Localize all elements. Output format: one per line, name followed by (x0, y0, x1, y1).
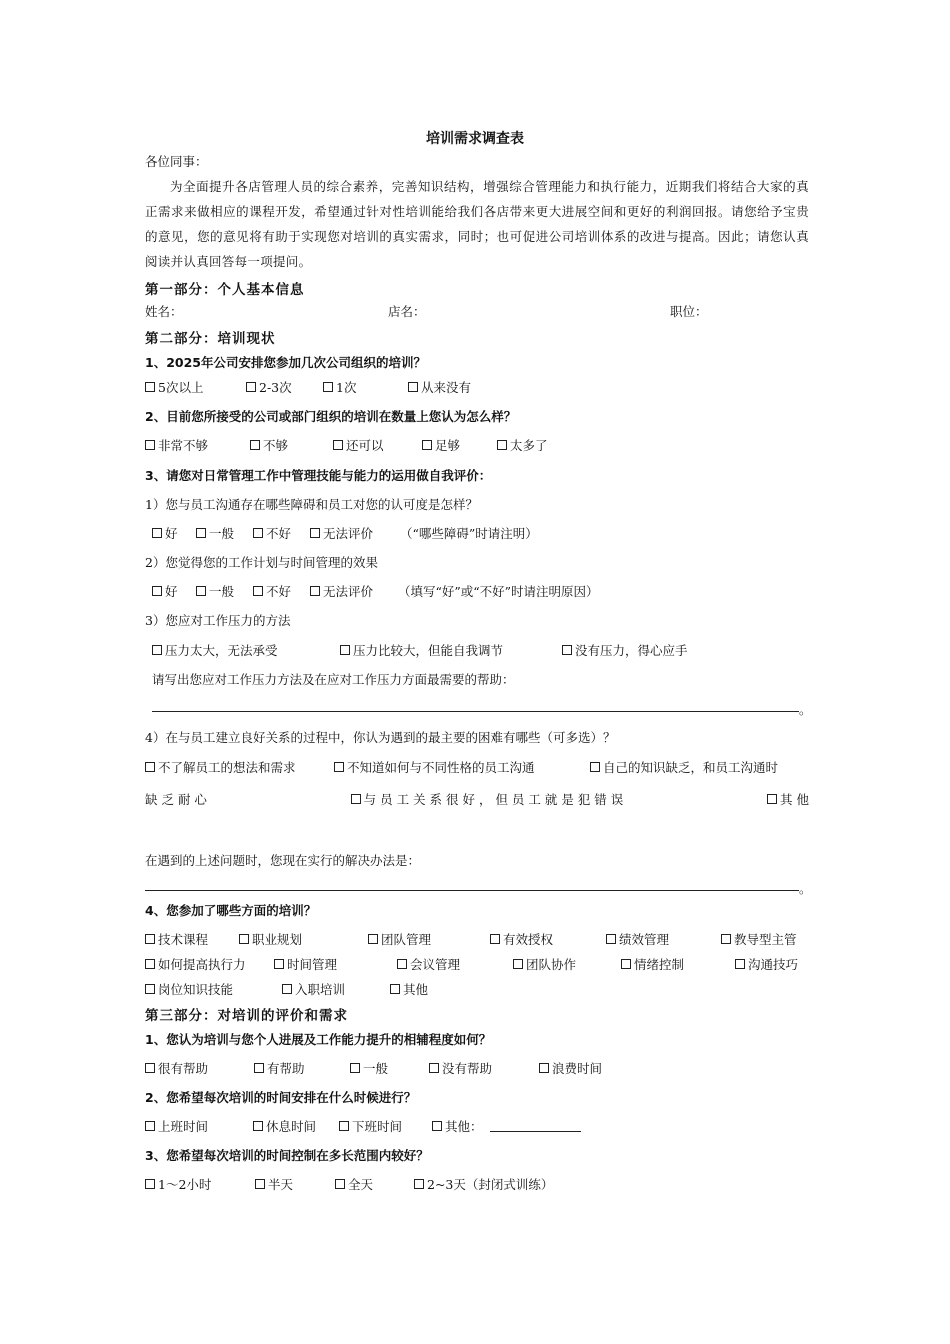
p2-q4-option[interactable]: 技术课程 (145, 930, 208, 948)
p2-q4-option[interactable]: 团队管理 (368, 930, 431, 948)
checkbox-icon (621, 959, 631, 969)
page-title: 培训需求调查表 (426, 131, 524, 147)
checkbox-icon (350, 1063, 360, 1073)
checkbox-icon (539, 1063, 549, 1073)
part3-heading: 第三部分：对培训的评价和需求 (145, 1008, 348, 1024)
p2-q3-s1-text: 1）您与员工沟通存在哪些障碍和员工对您的认可度是怎样？ (145, 497, 478, 512)
p2-q3-s4-line2 (145, 790, 809, 808)
p3-q2-text: 2、您希望每次培训的时间安排在什么时候进行？ (145, 1090, 417, 1105)
answer-line[interactable] (152, 711, 799, 712)
checkbox-icon (497, 440, 507, 450)
p2-q3-s3-prompt: 请写出您应对工作压力方法及在应对工作压力方面最需要的帮助： (152, 672, 515, 687)
p2-q4-option[interactable]: 时间管理 (274, 955, 337, 973)
other-answer-line[interactable] (490, 1131, 581, 1132)
checkbox-icon (721, 934, 731, 944)
p2-q1-text: 1、2025年公司安排您参加几次公司组织的培训？ (145, 355, 426, 370)
checkbox-icon (274, 959, 284, 969)
p2-q3-s1-option[interactable]: 一般 (196, 524, 234, 542)
checkbox-icon (735, 959, 745, 969)
p2-q4-option[interactable]: 如何提高执行力 (145, 955, 246, 973)
checkbox-icon (390, 984, 400, 994)
checkbox-icon (145, 382, 155, 392)
p3-q3-option[interactable]: 2~3天（封闭式训练） (414, 1175, 553, 1193)
p2-q1-option[interactable]: 5次以上 (145, 378, 203, 396)
checkbox-icon (250, 440, 260, 450)
position-label: 职位： (670, 304, 708, 319)
p2-q3-s2-note: （填写“好”或“不好”时请注明原因） (398, 584, 599, 599)
p2-q2-option[interactable]: 太多了 (497, 436, 548, 454)
p2-q3-s4-option[interactable]: 其 他 (767, 790, 809, 808)
store-label: 店名： (388, 304, 426, 319)
greeting: 各位同事： (145, 154, 208, 169)
p2-q3-s4-prompt: 在遇到的上述问题时，您现在实行的解决办法是： (145, 853, 421, 868)
checkbox-icon (145, 1063, 155, 1073)
p2-q3-s4-text: 4）在与员工建立良好关系的过程中，你认为遇到的最主要的困难有哪些（可多选）？ (145, 730, 616, 745)
period-mark: 。 (799, 881, 812, 896)
p2-q2-text: 2、目前您所接受的公司或部门组织的培训在数量上您认为怎么样？ (145, 409, 517, 424)
checkbox-icon (368, 934, 378, 944)
checkbox-icon (339, 1121, 349, 1131)
p2-q3-s2-option[interactable]: 不好 (253, 582, 291, 600)
p3-q3-option[interactable]: 半天 (255, 1175, 293, 1193)
checkbox-icon (429, 1063, 439, 1073)
checkbox-icon (590, 762, 600, 772)
checkbox-icon (145, 959, 155, 969)
checkbox-icon (323, 382, 333, 392)
p3-q2-option[interactable]: 下班时间 (339, 1117, 402, 1135)
checkbox-icon (606, 934, 616, 944)
checkbox-icon (513, 959, 523, 969)
p2-q2-option[interactable]: 不够 (250, 436, 288, 454)
p2-q3-s1-option[interactable]: 无法评价 (310, 524, 373, 542)
checkbox-icon (255, 1179, 265, 1189)
checkbox-icon (152, 528, 162, 538)
part1-heading: 第一部分：个人基本信息 (145, 282, 305, 298)
answer-line[interactable] (145, 890, 799, 891)
p2-q3-s2-option[interactable]: 好 (152, 582, 178, 600)
p2-q3-text: 3、请您对日常管理工作中管理技能与能力的运用做自我评价： (145, 468, 492, 483)
checkbox-icon (239, 934, 249, 944)
checkbox-icon (282, 984, 292, 994)
checkbox-icon (335, 1179, 345, 1189)
p3-q1-option[interactable]: 没有帮助 (429, 1059, 492, 1077)
p2-q1-option[interactable]: 1次 (323, 378, 356, 396)
checkbox-icon (310, 586, 320, 596)
p3-q1-option[interactable]: 很有帮助 (145, 1059, 208, 1077)
checkbox-icon (145, 984, 155, 994)
checkbox-icon (310, 528, 320, 538)
p2-q4-option[interactable]: 其他 (390, 980, 428, 998)
checkbox-icon (397, 959, 407, 969)
period-mark: 。 (799, 702, 812, 717)
p2-q4-option[interactable]: 教导型主管 (721, 930, 797, 948)
checkbox-icon (422, 440, 432, 450)
p2-q4-text: 4、您参加了哪些方面的培训？ (145, 903, 317, 918)
checkbox-icon (246, 382, 256, 392)
p2-q3-s2-option[interactable]: 一般 (196, 582, 234, 600)
checkbox-icon (253, 528, 263, 538)
checkbox-icon (351, 794, 361, 804)
p2-q2-option[interactable]: 还可以 (333, 436, 384, 454)
checkbox-icon (414, 1179, 424, 1189)
checkbox-icon (196, 528, 206, 538)
p2-q1-option[interactable]: 2-3次 (246, 378, 292, 396)
p2-q4-option[interactable]: 入职培训 (282, 980, 345, 998)
p2-q4-option[interactable]: 岗位知识技能 (145, 980, 233, 998)
checkbox-icon (767, 794, 777, 804)
p2-q4-option[interactable]: 职业规划 (239, 930, 302, 948)
p2-q1-option[interactable]: 从来没有 (408, 378, 471, 396)
checkbox-icon (432, 1121, 442, 1131)
p2-q4-option[interactable]: 有效授权 (490, 930, 553, 948)
p2-q4-option[interactable]: 情绪控制 (621, 955, 684, 973)
p2-q3-s3-text: 3）您应对工作压力的方法 (145, 613, 291, 628)
p2-q3-s4-option-text: 缺 乏 耐 心 (145, 792, 207, 807)
checkbox-icon (254, 1063, 264, 1073)
p3-q1-option[interactable]: 有帮助 (254, 1059, 305, 1077)
p2-q4-option[interactable]: 会议管理 (397, 955, 460, 973)
p3-q3-option[interactable]: 1～2小时 (145, 1175, 211, 1193)
intro-paragraph: 为全面提升各店管理人员的综合素养，完善知识结构，增强综合管理能力和执行能力，近期我们将结合大家的真正需求来做相应的课程开发，希望通过针对性培训能给我们各店带来更大进展空间和更好的利润回报。请您给予宝贵的意见，您的意见将有助于实现您对培训的真实需求，同时；也可促进公司培训体系的改进与提高。因此；请您认真阅读并认真回答每一项提问。 (145, 179, 809, 269)
p3-q1-option[interactable]: 一般 (350, 1059, 388, 1077)
p3-q1-option[interactable]: 浪费时间 (539, 1059, 602, 1077)
checkbox-icon (253, 1121, 263, 1131)
p2-q2-option[interactable]: 非常不够 (145, 436, 208, 454)
checkbox-icon (333, 440, 343, 450)
checkbox-icon (145, 440, 155, 450)
p2-q3-s1-option[interactable]: 不好 (253, 524, 291, 542)
part2-heading: 第二部分：培训现状 (145, 331, 276, 347)
p3-q3-option[interactable]: 全天 (335, 1175, 373, 1193)
checkbox-icon (145, 762, 155, 772)
p2-q4-option[interactable]: 团队协作 (513, 955, 576, 973)
p2-q2-option[interactable]: 足够 (422, 436, 460, 454)
p2-q3-s3-option[interactable]: 没有压力，得心应手 (562, 641, 688, 659)
checkbox-icon (145, 1121, 155, 1131)
p2-q3-s1-note: （“哪些障碍”时请注明） (400, 526, 538, 541)
checkbox-icon (145, 934, 155, 944)
checkbox-icon (253, 586, 263, 596)
checkbox-icon (152, 645, 162, 655)
p2-q3-s4-option[interactable]: 与 员 工 关 系 很 好 ， 但 员 工 就 是 犯 错 误 (351, 790, 624, 808)
p2-q3-s2-option[interactable]: 无法评价 (310, 582, 373, 600)
p3-q2-option[interactable]: 休息时间 (253, 1117, 316, 1135)
checkbox-icon (196, 586, 206, 596)
checkbox-icon (490, 934, 500, 944)
p2-q3-s3-option[interactable]: 压力比较大，但能自我调节 (340, 641, 503, 659)
name-label: 姓名： (145, 304, 183, 319)
checkbox-icon (152, 586, 162, 596)
p2-q3-s2-text: 2）您觉得您的工作计划与时间管理的效果 (145, 555, 378, 570)
checkbox-icon (340, 645, 350, 655)
checkbox-icon (334, 762, 344, 772)
p3-q2-option[interactable]: 其他： (432, 1117, 483, 1135)
p2-q4-option[interactable]: 沟通技巧 (735, 955, 798, 973)
p2-q3-s4-option[interactable]: 自己的知识缺乏，和员工沟通时 (590, 758, 778, 776)
p3-q3-text: 3、您希望每次培训的时间控制在多长范围内较好？ (145, 1148, 429, 1163)
checkbox-icon (408, 382, 418, 392)
p2-q3-s1-option[interactable]: 好 (152, 524, 178, 542)
p3-q2-option[interactable]: 上班时间 (145, 1117, 208, 1135)
p2-q3-s4-option[interactable]: 不知道如何与不同性格的员工沟通 (334, 758, 535, 776)
p2-q3-s4-option[interactable]: 不了解员工的想法和需求 (145, 758, 296, 776)
p2-q4-option[interactable]: 绩效管理 (606, 930, 669, 948)
p3-q1-text: 1、您认为培训与您个人进展及工作能力提升的相辅程度如何？ (145, 1032, 492, 1047)
checkbox-icon (562, 645, 572, 655)
checkbox-icon (145, 1179, 155, 1189)
p2-q3-s3-option[interactable]: 压力太大，无法承受 (152, 641, 278, 659)
